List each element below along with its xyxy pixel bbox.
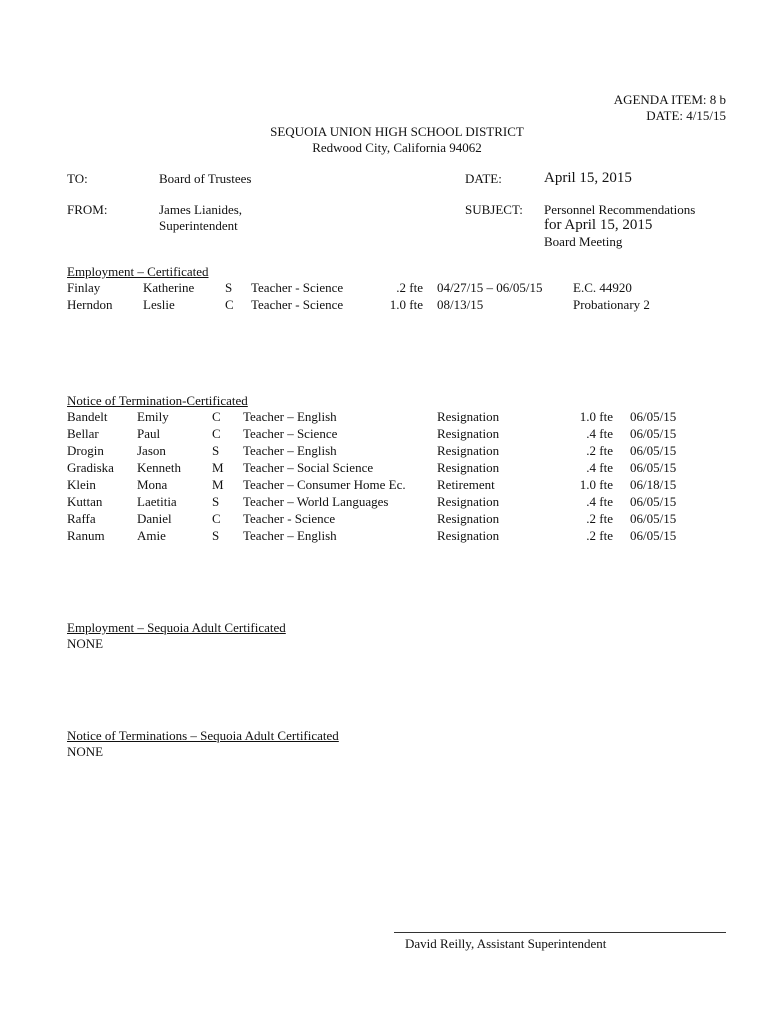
site-code: S <box>225 280 233 295</box>
position: Teacher – English <box>243 443 337 458</box>
subject-line-2: for April 15, 2015 <box>544 217 653 233</box>
signature-name: David Reilly, Assistant Superintendent <box>405 936 607 951</box>
position: Teacher – English <box>243 528 337 543</box>
site-code: C <box>212 409 221 424</box>
employment-adult-value: NONE <box>67 636 104 651</box>
subject-label: SUBJECT: <box>465 202 523 217</box>
position: Teacher – World Languages <box>243 494 389 509</box>
subject-line-1: Personnel Recommendations <box>544 202 696 217</box>
first-name: Paul <box>137 426 161 441</box>
termination-adult-heading: Notice of Terminations – Sequoia Adult Certificated <box>67 728 339 743</box>
fte: .4 fte <box>586 460 613 475</box>
site-code: C <box>212 511 221 526</box>
table-row <box>0 528 770 545</box>
last-name: Ranum <box>67 528 105 543</box>
last-name: Herndon <box>67 297 113 312</box>
site-code: M <box>212 477 224 492</box>
table-row <box>0 297 770 314</box>
site-code: S <box>212 528 220 543</box>
site-code: S <box>212 443 220 458</box>
reason: Resignation <box>437 511 500 526</box>
employment-adult-heading: Employment – Sequoia Adult Certificated <box>67 620 286 635</box>
date-label: DATE: <box>465 171 502 186</box>
to-value: Board of Trustees <box>159 171 252 186</box>
first-name: Mona <box>137 477 168 492</box>
fte: .2 fte <box>396 280 423 295</box>
reason: Resignation <box>437 528 500 543</box>
table-row <box>0 443 770 460</box>
signature-line <box>394 932 726 933</box>
reason: Resignation <box>437 460 500 475</box>
position: Teacher – Consumer Home Ec. <box>243 477 406 492</box>
from-label: FROM: <box>67 202 108 217</box>
position: Teacher - Science <box>251 297 344 312</box>
position: Teacher – Science <box>243 426 338 441</box>
first-name: Laetitia <box>137 494 177 509</box>
reason: Resignation <box>437 426 500 441</box>
position: Teacher – English <box>243 409 337 424</box>
first-name: Daniel <box>137 511 172 526</box>
dates: 08/13/15 <box>437 297 484 312</box>
first-name: Katherine <box>143 280 195 295</box>
table-row <box>0 494 770 511</box>
table-row <box>0 511 770 528</box>
dates: 04/27/15 – 06/05/15 <box>437 280 543 295</box>
position: Teacher - Science <box>243 511 336 526</box>
table-row <box>0 460 770 477</box>
last-name: Bandelt <box>67 409 108 424</box>
from-name: James Lianides, <box>159 202 243 217</box>
reason: Resignation <box>437 494 500 509</box>
district-name: SEQUOIA UNION HIGH SCHOOL DISTRICT <box>270 124 524 139</box>
date: 06/05/15 <box>630 409 677 424</box>
date-value: April 15, 2015 <box>544 170 632 186</box>
site-code: C <box>225 297 234 312</box>
date: 06/05/15 <box>630 511 677 526</box>
fte: 1.0 fte <box>389 297 423 312</box>
district-city: Redwood City, California 94062 <box>312 140 482 155</box>
termination-certificated-heading: Notice of Termination-Certificated <box>67 393 248 408</box>
to-label: TO: <box>67 171 88 186</box>
fte: .4 fte <box>586 494 613 509</box>
table-row <box>0 477 770 494</box>
position: Teacher – Social Science <box>243 460 374 475</box>
status: Probationary 2 <box>573 297 650 312</box>
last-name: Bellar <box>67 426 99 441</box>
date: 06/05/15 <box>630 426 677 441</box>
fte: .2 fte <box>586 443 613 458</box>
reason: Retirement <box>437 477 495 492</box>
table-row <box>0 280 770 297</box>
last-name: Finlay <box>67 280 101 295</box>
last-name: Raffa <box>67 511 96 526</box>
from-title: Superintendent <box>159 218 238 233</box>
reason: Resignation <box>437 443 500 458</box>
agenda-item: AGENDA ITEM: 8 b <box>613 92 726 107</box>
date: 06/05/15 <box>630 443 677 458</box>
last-name: Klein <box>67 477 96 492</box>
employment-certificated-heading: Employment – Certificated <box>67 264 209 279</box>
first-name: Amie <box>137 528 166 543</box>
date: 06/18/15 <box>630 477 677 492</box>
last-name: Drogin <box>67 443 104 458</box>
fte: 1.0 fte <box>579 477 613 492</box>
status: E.C. 44920 <box>573 280 632 295</box>
first-name: Jason <box>137 443 166 458</box>
last-name: Gradiska <box>67 460 114 475</box>
first-name: Emily <box>137 409 169 424</box>
site-code: M <box>212 460 224 475</box>
fte: .2 fte <box>586 511 613 526</box>
table-row <box>0 409 770 426</box>
site-code: C <box>212 426 221 441</box>
first-name: Kenneth <box>137 460 182 475</box>
position: Teacher - Science <box>251 280 344 295</box>
last-name: Kuttan <box>67 494 103 509</box>
agenda-date: DATE: 4/15/15 <box>646 108 726 123</box>
date: 06/05/15 <box>630 528 677 543</box>
date: 06/05/15 <box>630 460 677 475</box>
fte: .2 fte <box>586 528 613 543</box>
subject-line-3: Board Meeting <box>544 234 623 249</box>
first-name: Leslie <box>143 297 175 312</box>
termination-adult-value: NONE <box>67 744 104 759</box>
fte: .4 fte <box>586 426 613 441</box>
reason: Resignation <box>437 409 500 424</box>
date: 06/05/15 <box>630 494 677 509</box>
table-row <box>0 426 770 443</box>
site-code: S <box>212 494 220 509</box>
fte: 1.0 fte <box>579 409 613 424</box>
